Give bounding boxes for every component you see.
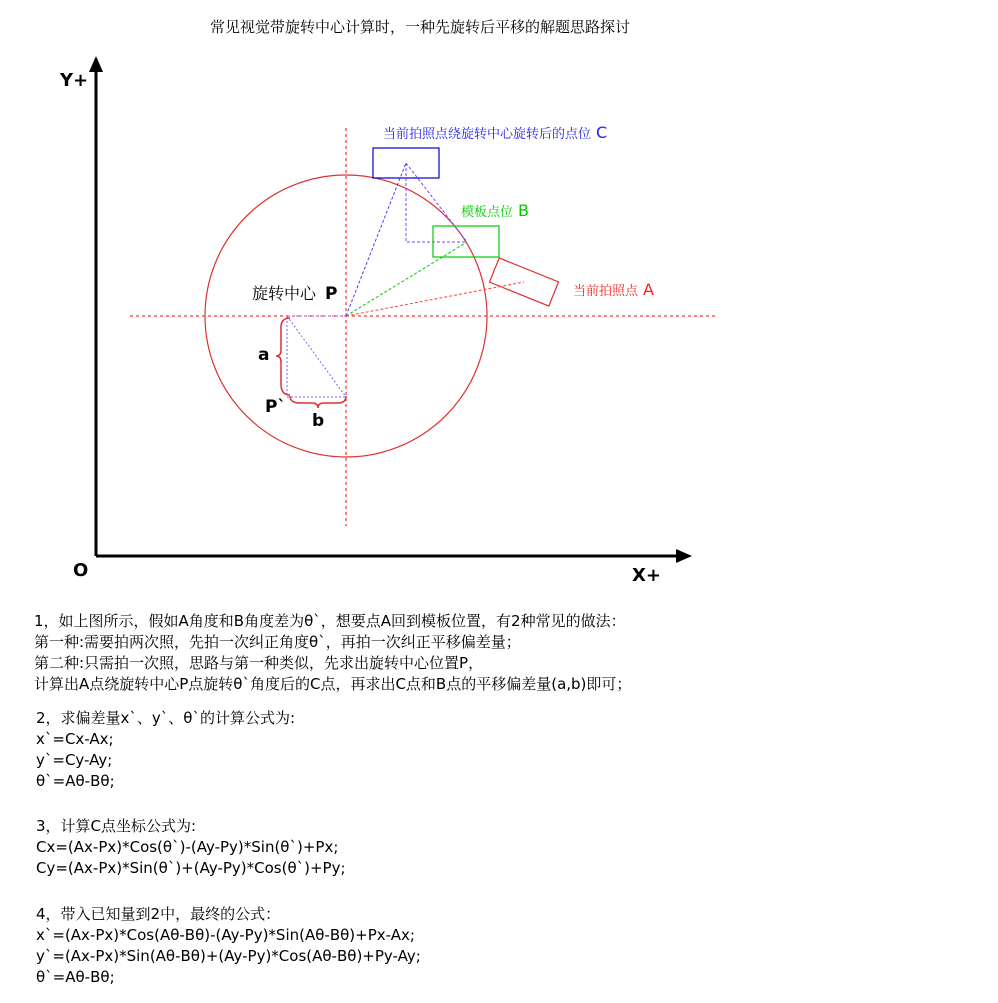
- y-axis-label: Y+: [60, 70, 89, 91]
- text-line: 第二种:只需拍一次照，思路与第一种类似，先求出旋转中心位置P，: [34, 654, 484, 672]
- section-3: [36, 816, 346, 879]
- text-line: 3，计算C点坐标公式为:: [36, 817, 197, 835]
- label-b: b: [312, 411, 325, 431]
- brace-a: [276, 318, 290, 395]
- x-axis-label: X+: [632, 565, 661, 586]
- text-line: 第一种:需要拍两次照，先拍一次纠正角度θ`，再拍一次纠正平移偏差量；: [34, 633, 521, 651]
- triangle-hypotenuse: [287, 316, 346, 397]
- y-axis-arrow: [89, 56, 103, 72]
- text-line: θ`=Aθ-Bθ;: [36, 968, 115, 986]
- text-line: y`=(Ax-Px)*Sin(Aθ-Bθ)+(Ay-Py)*Cos(Aθ-Bθ)+Py-Ay;: [36, 947, 421, 965]
- section-4: [36, 904, 421, 988]
- text-line: x`=Cx-Ax;: [36, 730, 114, 748]
- text-line: x`=(Ax-Px)*Cos(Aθ-Bθ)-(Ay-Py)*Sin(Aθ-Bθ)+Px-Ax;: [36, 926, 415, 944]
- text-line: Cx=(Ax-Px)*Cos(θ`)-(Ay-Py)*Sin(θ`)+Px;: [36, 838, 339, 856]
- p-to-c-line: [346, 163, 406, 316]
- text-line: 计算出A点绕旋转中心P点旋转θ`角度后的C点，再求出C点和B点的平移偏差量(a,b)即可；: [34, 675, 632, 693]
- section-2: [36, 708, 295, 792]
- text-line: 4，带入已知量到2中，最终的公式：: [36, 905, 281, 923]
- point-c-text: 当前拍照点绕旋转中心旋转后的点位 C: [383, 123, 608, 142]
- page-title: 常见视觉带旋转中心计算时，一种先旋转后平移的解题思路探讨: [209, 18, 630, 36]
- center-label: 旋转中心: [252, 284, 317, 303]
- label-p-prime: P`: [265, 397, 286, 417]
- p-to-a-line: [346, 282, 524, 316]
- origin-label: O: [73, 560, 89, 581]
- text-line: y`=Cy-Ay;: [36, 751, 113, 769]
- text-line: 1，如上图所示，假如A角度和B角度差为θ`，想要点A回到模板位置，有2种常见的做法：: [34, 612, 626, 630]
- center-point-label: P: [325, 284, 338, 304]
- x-axis-arrow: [676, 549, 692, 563]
- point-a-text: 当前拍照点 A: [573, 280, 654, 299]
- section-1: [34, 611, 631, 695]
- brace-b: [290, 396, 346, 408]
- text-line: 2，求偏差量x`、y`、θ`的计算公式为:: [36, 709, 296, 727]
- label-a: a: [258, 345, 270, 365]
- point-b-text: 模板点位 B: [461, 201, 529, 220]
- text-line: Cy=(Ax-Px)*Sin(θ`)+(Ay-Py)*Cos(θ`)+Py;: [36, 859, 346, 877]
- text-line: θ`=Aθ-Bθ;: [36, 772, 115, 790]
